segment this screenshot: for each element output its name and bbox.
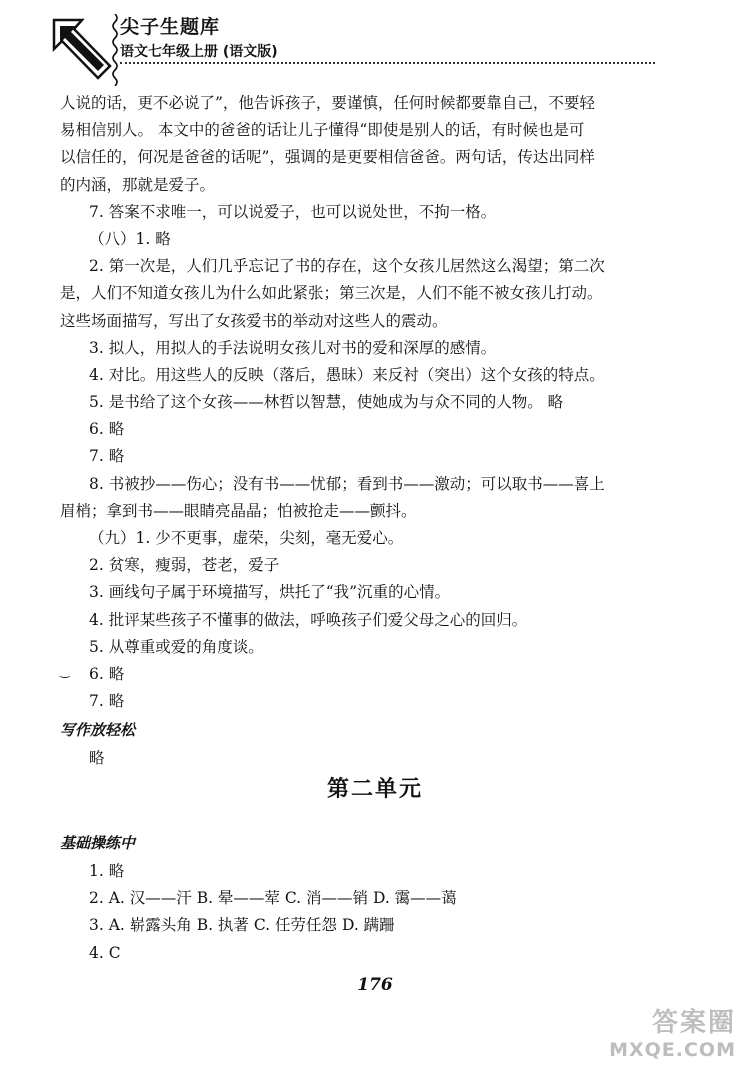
wavy-divider-icon [111, 14, 119, 86]
answer-line: （八）1. 略 [89, 229, 171, 248]
page-number: 176 [357, 975, 393, 995]
basics-heading: 基础操练中 [60, 834, 136, 852]
answer-line: 2. 第一次是，人们几乎忘记了书的存在，这个女孩儿居然这么渴望；第二次 [89, 257, 605, 276]
answer-line: 以信任的，何况是爸爸的话呢”，强调的是更要相信爸爸。两句话，传达出同样 [60, 148, 595, 167]
answer-line: 7. 略 [89, 447, 125, 466]
answer-line: 8. 书被抄——伤心；没有书——忧郁；看到书——激动；可以取书——喜上 [89, 474, 605, 493]
header-dotted-rule [120, 62, 655, 64]
basics-section [60, 828, 675, 967]
book-subtitle: 语文七年级上册 (语文版) [120, 44, 278, 60]
answer-line: 2. 贫寒，瘦弱，苍老，爱子 [89, 556, 280, 575]
page-header [0, 0, 750, 90]
answer-line: （九）1. 少不更事，虚荣，尖刻，毫无爱心。 [89, 529, 404, 547]
unit-title: 第二单元 [326, 777, 423, 802]
book-title: 尖子生题库 [120, 16, 221, 38]
answer-line: 5. 是书给了这个女孩——林哲以智慧，使她成为与众不同的人物。 略 [89, 393, 564, 412]
basics-answer-line: 2. A. 汉——汗 B. 晕——荤 C. 消——销 D. 霭——蔼 [89, 889, 457, 908]
writing-answer: 略 [89, 749, 105, 768]
answer-line: 易相信别人。 本文中的爸爸的话让儿子懂得“即使是别人的话，有时候也是可 [60, 121, 585, 140]
answer-line: 的内涵，那就是爱子。 [60, 175, 216, 194]
watermark-text-top: 答案圈 [651, 1008, 736, 1038]
answer-line: 4. 对比。用这些人的反映（落后，愚昧）来反衬（突出）这个女孩的特点。 [89, 365, 605, 384]
stray-mark: ‿ [60, 664, 70, 678]
arrow-logo-icon [52, 18, 112, 80]
answer-line: 6. 略 [89, 664, 125, 683]
answer-line: 7. 略 [89, 692, 125, 711]
answer-line: 是，人们不知道女孩儿为什么如此紧张；第三次是，人们不能不被女孩儿打动。 [60, 284, 603, 303]
answer-line: 人说的话，更不必说了”，他告诉孩子，要谨慎，任何时候都要靠自己，不要轻 [60, 94, 595, 112]
basics-answer-line: 1. 略 [89, 862, 125, 880]
basics-answer-line: 3. A. 崭露头角 B. 执著 C. 任劳任怨 D. 蹒跚 [89, 916, 395, 935]
answer-line: 这些场面描写，写出了女孩爱书的举动对这些人的震动。 [60, 311, 448, 330]
watermark-text-bottom: MXQE.COM [609, 1039, 736, 1061]
answer-line: 6. 略 [89, 420, 125, 439]
answer-line: 3. 画线句子属于环境描写，烘托了“我”沉重的心情。 [89, 583, 451, 602]
answer-line: 5. 从尊重或爱的角度谈。 [89, 637, 264, 656]
watermark-logo [609, 1002, 736, 1061]
answer-line: 4. 批评某些孩子不懂事的做法，呼唤孩子们爱父母之心的回归。 [89, 610, 528, 629]
basics-answer-line: 4. C [89, 943, 121, 962]
answer-line: 7. 答案不求唯一，可以说爱子，也可以说处世，不拘一格。 [89, 202, 497, 221]
answer-line: 眉梢；拿到书——眼睛亮晶晶；怕被抢走——颤抖。 [60, 501, 417, 520]
answer-line: 3. 拟人，用拟人的手法说明女孩儿对书的爱和深厚的感情。 [89, 338, 497, 357]
writing-heading: 写作放轻松 [60, 721, 136, 740]
answer-content [60, 90, 675, 773]
